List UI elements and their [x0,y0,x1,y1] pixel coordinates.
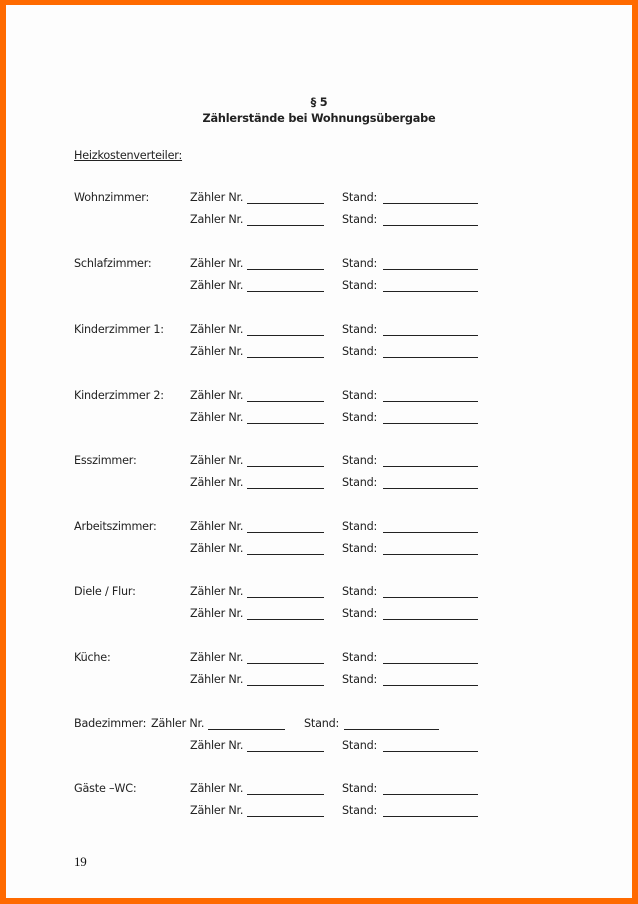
meter-number-label: Zähler Nr. [190,389,244,402]
reading-field[interactable] [383,357,478,358]
meter-number-field[interactable] [247,466,324,467]
meter-number-label: Zähler Nr. [190,345,244,358]
meter-number-label: Zähler Nr. [190,476,244,489]
room-label: Küche: [74,651,111,664]
meter-number-field[interactable] [247,357,324,358]
section-number: § 5 [310,96,328,109]
reading-field[interactable] [383,619,478,620]
meter-number-field[interactable] [247,816,324,817]
meter-number-field[interactable] [247,225,324,226]
room-label: Gäste –WC: [74,782,137,795]
reading-label: Stand: [342,191,378,204]
reading-field[interactable] [383,794,478,795]
reading-field[interactable] [383,335,478,336]
reading-label: Stand: [342,542,378,555]
meter-number-label: Zähler Nr. [190,782,244,795]
meter-number-label: Zähler Nr. [151,717,205,730]
meter-number-field[interactable] [247,532,324,533]
meter-number-label: Zähler Nr. [190,542,244,555]
meter-number-label: Zahler Nr. [190,213,244,226]
meter-number-field[interactable] [208,729,285,730]
room-label: Diele / Flur: [74,585,136,598]
reading-label: Stand: [342,345,378,358]
reading-field[interactable] [383,291,478,292]
room-label: Esszimmer: [74,454,137,467]
room-label: Kinderzimmer 1: [74,323,164,336]
reading-label: Stand: [342,476,378,489]
meter-number-field[interactable] [247,423,324,424]
subheading-heizkostenverteiler: Heizkostenverteiler: [74,149,183,162]
reading-field[interactable] [383,685,478,686]
reading-label: Stand: [342,213,378,226]
reading-field[interactable] [383,597,478,598]
reading-field[interactable] [383,488,478,489]
meter-number-field[interactable] [247,751,324,752]
room-label: Wohnzimmer: [74,191,150,204]
meter-number-field[interactable] [247,488,324,489]
reading-label: Stand: [342,739,378,752]
room-label: Schlafzimmer: [74,257,152,270]
room-label: Badezimmer: [74,717,147,730]
reading-field[interactable] [383,423,478,424]
document-page [6,5,632,898]
reading-field[interactable] [383,225,478,226]
meter-number-field[interactable] [247,794,324,795]
meter-number-label: Zähler Nr. [190,520,244,533]
reading-field[interactable] [383,401,478,402]
meter-number-field[interactable] [247,685,324,686]
meter-number-label: Zähler Nr. [190,651,244,664]
reading-label: Stand: [342,673,378,686]
meter-number-label: Zähler Nr. [190,454,244,467]
reading-field[interactable] [383,816,478,817]
reading-label: Stand: [342,651,378,664]
reading-label: Stand: [342,454,378,467]
reading-label: Stand: [342,323,378,336]
reading-label: Stand: [342,257,378,270]
reading-label: Stand: [342,585,378,598]
meter-number-label: Zähler Nr. [190,607,244,620]
document-title: Zählerstände bei Wohnungsübergabe [202,112,436,125]
meter-number-label: Zähler Nr. [190,739,244,752]
meter-number-field[interactable] [247,335,324,336]
reading-label: Stand: [342,782,378,795]
meter-number-label: Zähler Nr. [190,191,244,204]
reading-field[interactable] [383,554,478,555]
meter-number-label: Zähler Nr. [190,323,244,336]
meter-number-field[interactable] [247,401,324,402]
reading-field[interactable] [383,663,478,664]
meter-number-label: Zähler Nr. [190,804,244,817]
meter-number-field[interactable] [247,663,324,664]
page-number: 19 [74,854,87,869]
meter-number-label: Zähler Nr. [190,411,244,424]
room-label: Arbeitszimmer: [74,520,157,533]
meter-number-label: Zähler Nr. [190,279,244,292]
reading-label: Stand: [304,717,340,730]
meter-number-field[interactable] [247,554,324,555]
reading-field[interactable] [383,466,478,467]
reading-label: Stand: [342,804,378,817]
meter-number-label: Zähler Nr. [190,257,244,270]
meter-number-field[interactable] [247,203,324,204]
reading-field[interactable] [383,751,478,752]
reading-field[interactable] [344,729,439,730]
meter-number-label: Zähler Nr. [190,585,244,598]
meter-number-field[interactable] [247,597,324,598]
meter-number-field[interactable] [247,619,324,620]
reading-label: Stand: [342,607,378,620]
reading-field[interactable] [383,532,478,533]
reading-label: Stand: [342,389,378,402]
meter-number-field[interactable] [247,291,324,292]
reading-label: Stand: [342,520,378,533]
reading-label: Stand: [342,411,378,424]
reading-field[interactable] [383,269,478,270]
meter-number-label: Zähler Nr. [190,673,244,686]
reading-field[interactable] [383,203,478,204]
room-label: Kinderzimmer 2: [74,389,164,402]
meter-number-field[interactable] [247,269,324,270]
reading-label: Stand: [342,279,378,292]
